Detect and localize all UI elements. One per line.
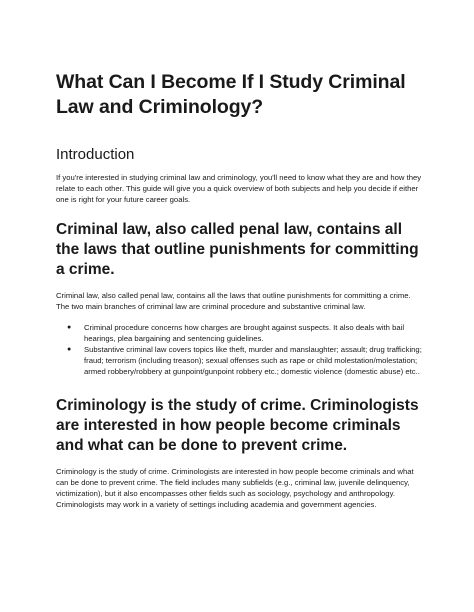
bullet-icon: ●: [67, 324, 72, 331]
criminal-law-heading: Criminal law, also called penal law, contains all the laws that outline punishments for committing a crime.: [56, 221, 419, 278]
criminology-heading: Criminology is the study of crime. Criminologists are interested in how people become criminals and what can be done to prevent crime.: [56, 397, 419, 454]
bullet-item-substantive-law: [67, 344, 424, 377]
bullet-text: Criminal procedure concerns how charges are brought against suspects. It also deals with bail hearings, plea bargaining and sentencing guidelines.: [84, 323, 405, 343]
criminology-paragraph: Criminology is the study of crime. Criminologists are interested in how people become criminals and what can be done to prevent crime. The field includes many subfields (e.g., criminal law, juvenile delinquency, victimization), but it also encompasses other fields such as sociology, psychology and anthropology. Criminologists may work in a variety of settings including academia and government agencies.: [56, 467, 414, 509]
criminal-law-bullet-list: [56, 322, 424, 377]
criminal-law-paragraph: Criminal law, also called penal law, contains all the laws that outline punishments for committing a crime. The two main branches of criminal law are criminal procedure and substantive criminal law.: [56, 291, 411, 311]
bullet-icon: ●: [67, 346, 72, 353]
document-page: [56, 70, 424, 510]
bullet-item-criminal-procedure: [67, 322, 424, 344]
bullet-text: Substantive criminal law covers topics like theft, murder and manslaughter; assault; drug trafficking; fraud; terrorism (including treason); sexual offenses such as rape or child molestation/molestation; armed robbery/robbery at gunpoint/gunpoint robbery etc.; domestic violence (domestic abuse) etc..: [84, 345, 422, 376]
introduction-paragraph: If you're interested in studying criminal law and criminology, you'll need to know what they are and how they relate to each other. This guide will give you a quick overview of both subjects and help you decide if either one is right for your future career goals.: [56, 173, 422, 204]
introduction-heading: Introduction: [56, 146, 135, 163]
document-title: What Can I Become If I Study Criminal Law and Criminology?: [56, 71, 406, 118]
